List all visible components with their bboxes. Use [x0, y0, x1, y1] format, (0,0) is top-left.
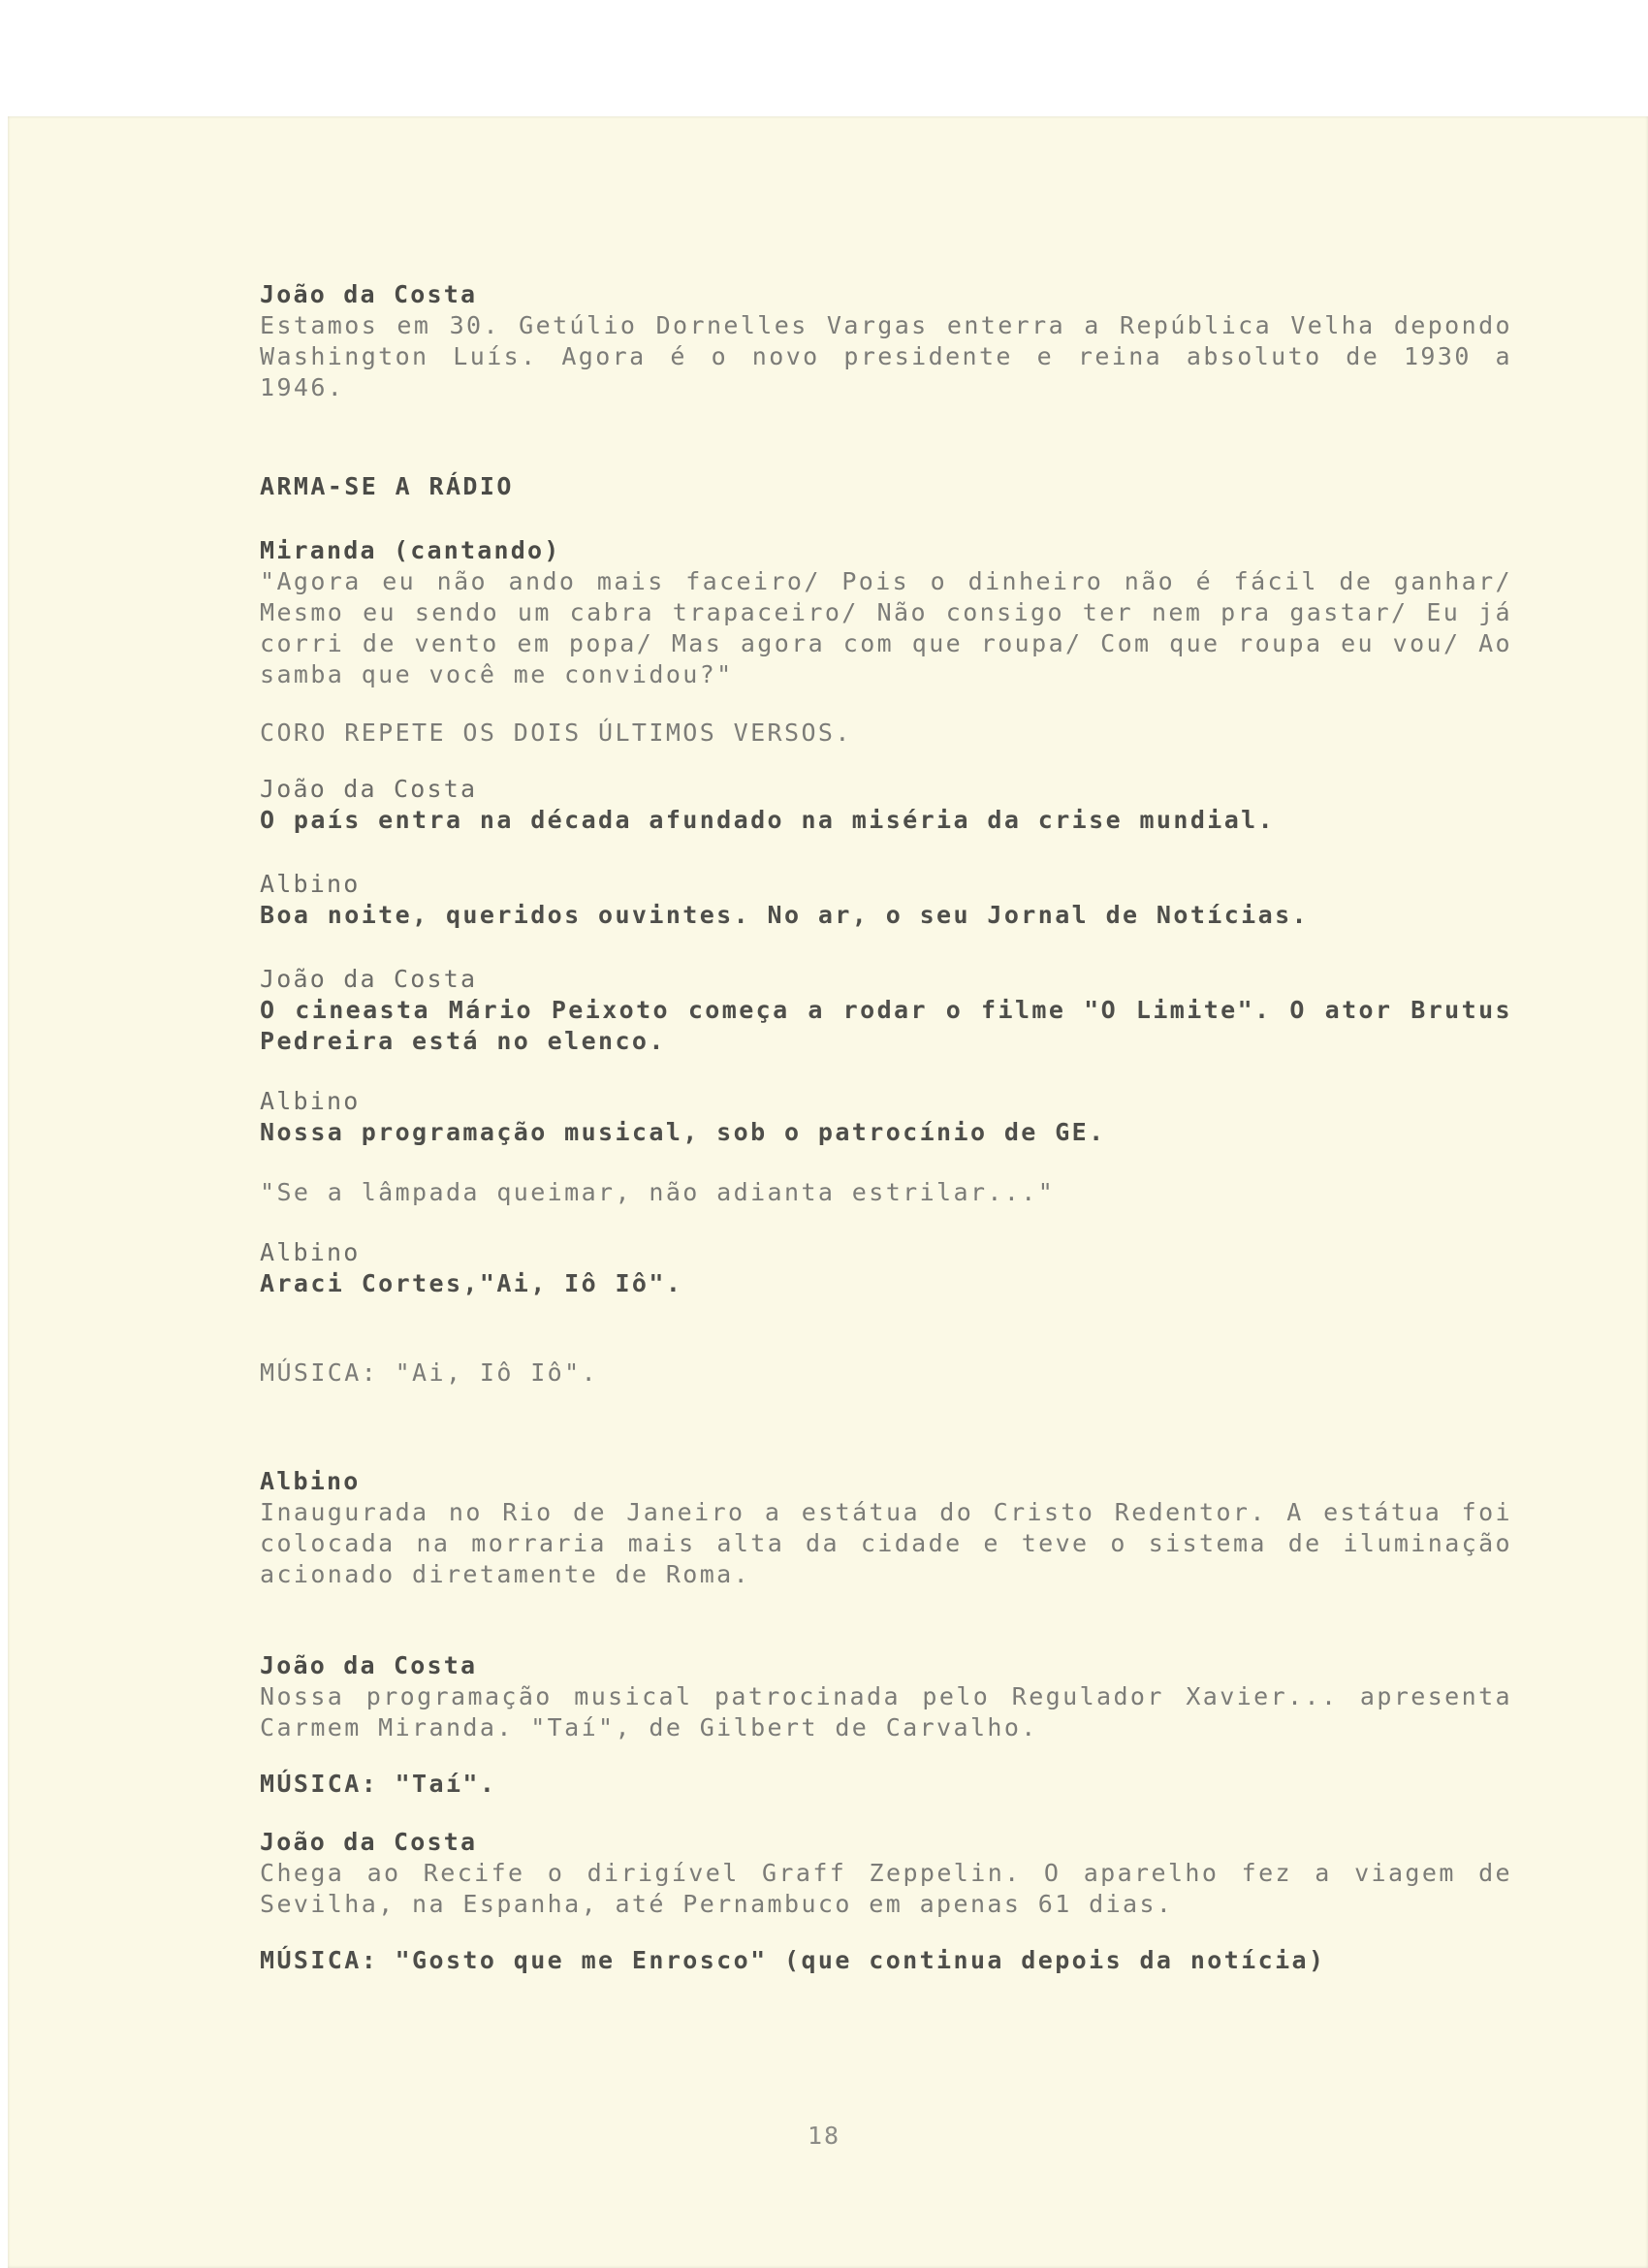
page-number: 18 — [807, 2122, 841, 2150]
music-cue-text: MÚSICA: "Gosto que me Enrosco" (que continua depois da notícia) — [260, 1946, 1326, 1974]
section-heading — [260, 471, 1512, 502]
stage-direction — [260, 718, 1512, 749]
dialogue-block — [260, 1827, 1512, 1920]
direction-text: CORO REPETE OS DOIS ÚLTIMOS VERSOS. — [260, 719, 852, 747]
heading-text: ARMA-SE A RÁDIO — [260, 472, 514, 500]
jingle-line — [260, 1177, 1512, 1208]
dialogue-block — [260, 1237, 1512, 1299]
speaker-name: Miranda (cantando) — [260, 536, 561, 564]
speaker-name: Albino — [260, 1238, 361, 1266]
dialogue-block — [260, 774, 1512, 836]
dialogue-block — [260, 279, 1512, 403]
dialogue-text: Estamos em 30. Getúlio Dornelles Vargas enterra a República Velha depondo Washington Luís. Agora é o novo presidente e reina absoluto de 1930 a 1946. — [260, 311, 1512, 401]
speaker-name: João da Costa — [260, 965, 478, 993]
dialogue-block — [260, 1466, 1512, 1590]
dialogue-text: Inaugurada no Rio de Janeiro a estátua do Cristo Redentor. A estátua foi colocada na morraria mais alta da cidade e teve o sistema de iluminação acionado diretamente de Roma. — [260, 1498, 1512, 1588]
music-cue — [260, 1358, 1512, 1389]
speaker-name: João da Costa — [260, 1651, 478, 1679]
jingle-text: "Se a lâmpada queimar, não adianta estrilar..." — [260, 1178, 1056, 1206]
dialogue-text: Araci Cortes,"Ai, Iô Iô". — [260, 1269, 683, 1297]
dialogue-text: O país entra na década afundado na miséria da crise mundial. — [260, 806, 1276, 834]
dialogue-text: O cineasta Mário Peixoto começa a rodar o filme "O Limite". O ator Brutus Pedreira está no elenco. — [260, 996, 1512, 1055]
speaker-name: João da Costa — [260, 1828, 478, 1856]
music-cue-text: MÚSICA: "Ai, Iô Iô". — [260, 1358, 599, 1387]
dialogue-text: Nossa programação musical patrocinada pelo Regulador Xavier... apresenta Carmem Miranda. "Taí", de Gilbert de Carvalho. — [260, 1682, 1512, 1741]
speaker-name: Albino — [260, 1467, 361, 1495]
music-cue-text: MÚSICA: "Taí". — [260, 1770, 497, 1798]
dialogue-block — [260, 535, 1512, 690]
dialogue-block — [260, 1086, 1512, 1148]
speaker-name: João da Costa — [260, 280, 478, 308]
dialogue-text: Nossa programação musical, sob o patrocínio de GE. — [260, 1118, 1106, 1146]
dialogue-block — [260, 1650, 1512, 1743]
music-cue — [260, 1945, 1512, 1976]
song-lyrics: "Agora eu não ando mais faceiro/ Pois o dinheiro não é fácil de ganhar/ Mesmo eu sendo um cabra trapaceiro/ Não consigo ter nem pra gastar/ Eu já corri de vento em popa/ Mas agora com que roupa/ Com que roupa eu vou/ Ao samba que você me convidou?" — [260, 567, 1512, 688]
music-cue — [260, 1769, 1512, 1800]
dialogue-text: Chega ao Recife o dirigível Graff Zeppelin. O aparelho fez a viagem de Sevilha, na Espanha, até Pernambuco em apenas 61 dias. — [260, 1859, 1512, 1918]
dialogue-text: Boa noite, queridos ouvintes. No ar, o seu Jornal de Notícias. — [260, 901, 1309, 929]
speaker-name: Albino — [260, 870, 361, 898]
speaker-name: João da Costa — [260, 775, 478, 803]
dialogue-block — [260, 869, 1512, 931]
speaker-name: Albino — [260, 1087, 361, 1115]
document-body — [260, 279, 1512, 1976]
dialogue-block — [260, 964, 1512, 1057]
